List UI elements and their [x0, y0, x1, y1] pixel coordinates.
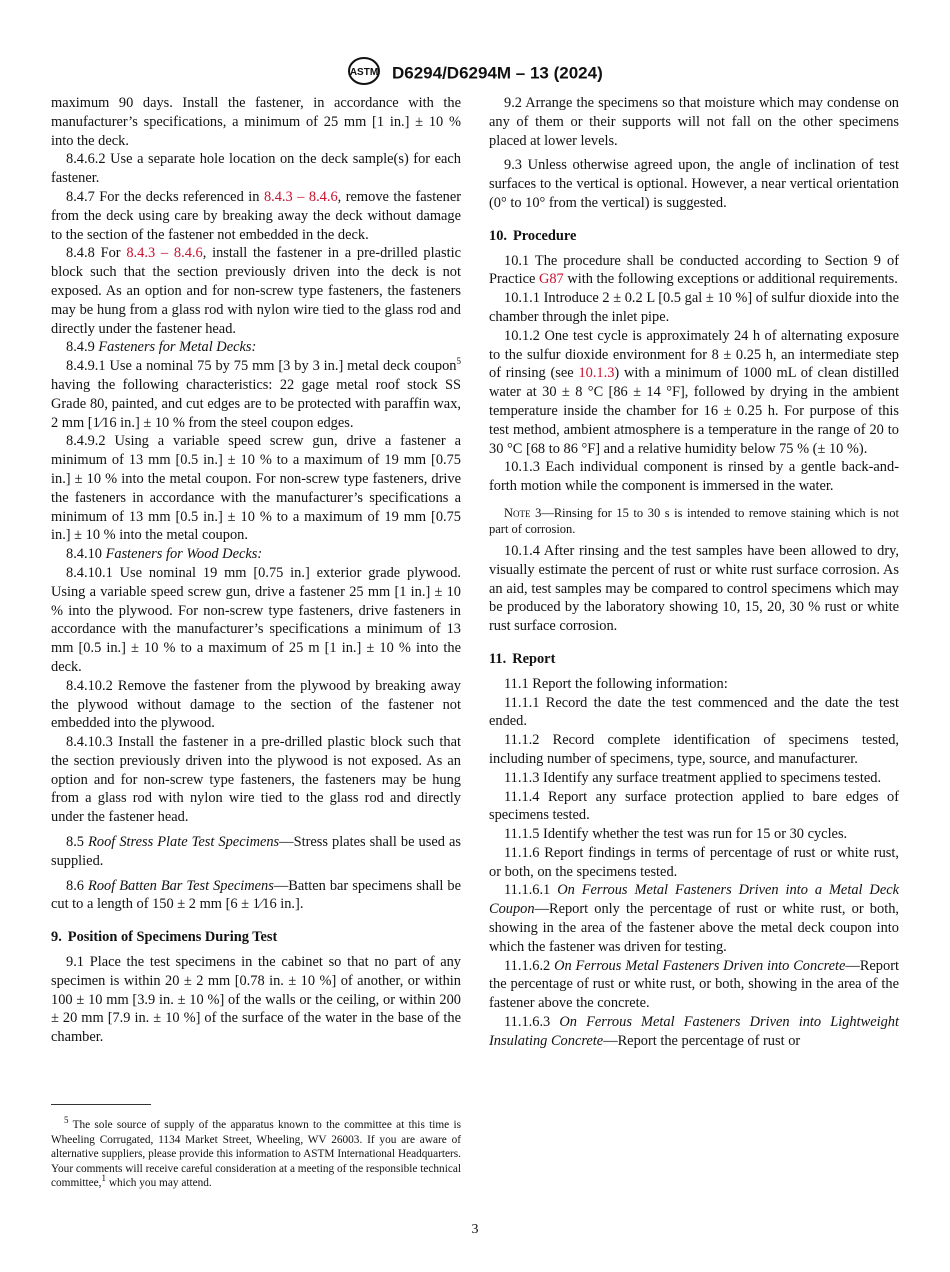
practice-g87-link[interactable]: G87 [538, 271, 564, 288]
paragraph: 8.4.10.1 Use nominal 19 mm [0.75 in.] exterior grade plywood. Using a variable speed screw gun, drive a fastener 25 mm [1 in.] ± 10 % into the plywood. For non-screw type fasteners, drive fasteners in accordance with the manufacturer’s specifications a minimum of 13 mm [0.5 in.] ± 10 % to a maximum of 25 m [1 in.] ± 10 % into the deck. [51, 564, 461, 675]
paragraph: 8.4.10.2 Remove the fastener from the plywood by breaking away the plywood without damage to the section of the fastener not embedded into the plywood. [51, 677, 461, 732]
paragraph: 8.4.6.2 Use a separate hole location on the deck sample(s) for each fastener. [51, 151, 461, 187]
paragraph: 9.3 Unless otherwise agreed upon, the angle of inclination of test surfaces to the vertical is optional. However, a near vertical orientation (0° to 10° from the vertical) is suggested. [489, 157, 899, 211]
paragraph: 9.1 Place the test specimens in the cabinet so that no part of any specimen is within 20 ± 2 mm [0.78 in. ± 10 %] of another, or within 100 ± 10 mm [3.9 in. ± 10 %] of the walls or the ceiling, or within 200 ± 20 mm [7.9 in. ± 10 %] of the surface of the water in the base of the chamber. [51, 954, 461, 1046]
cross-reference-link[interactable]: 8.4.3 – 8.4.6 [263, 188, 338, 205]
paragraph: 10.1 The procedure shall be conducted according to Section 9 of Practice G87 with the following exceptions or additional requirements. [489, 252, 899, 288]
paragraph: 11.1.3 Identify any surface treatment applied to specimens tested. [504, 769, 882, 786]
paragraph: 11.1.1 Record the date the test commenced and the date the test ended. [489, 694, 899, 730]
paragraph: 11.1.4 Report any surface protection applied to bare edges of specimens tested. [489, 788, 899, 824]
standard-designation: D6294/D6294M – 13 (2024) [391, 63, 603, 83]
paragraph: 10.1.3 Each individual component is rinsed by a gentle back-and-forth motion while the component is immersed in the water. [489, 459, 899, 495]
paragraph: 11.1.6 Report findings in terms of percentage of rust or white rust, or both, on the specimens tested. [489, 844, 899, 880]
paragraph: 10.1.1 Introduce 2 ± 0.2 L [0.5 gal ± 10 %] of sulfur dioxide into the chamber through the inlet pipe. [489, 290, 899, 325]
cross-reference-link[interactable]: 8.4.3 – 8.4.6 [126, 245, 203, 262]
paragraph: 11.1.2 Record complete identification of specimens tested, including number of specimens, type, source, and manufacturer. [489, 732, 899, 767]
paragraph: 8.4.7 For the decks referenced in 8.4.3 – 8.4.6, remove the fastener from the deck using care by breaking away the deck without damage to the section of the fastener not embedded in the deck. [51, 188, 461, 243]
paragraph: 11.1.6.3 On Ferrous Metal Fasteners Driven into Lightweight Insulating Concrete—Report the percentage of rust or [489, 1014, 899, 1049]
footnote: $^5$ The sole source of supply of the apparatus known to the committee at this time is Wheeling Corrugated, 1134 Market Street, Wheeling, WV 26003. If you are aware of alternative suppliers, please provide this information to ASTM International Headquarters. Your comments will receive careful consideration at a meeting of the responsible technical committee,$^1$ which you may attend. [51, 1115, 461, 1190]
paragraph: 11.1.5 Identify whether the test was run for 15 or 30 cycles. [504, 826, 848, 843]
section-heading: 10. Procedure [489, 227, 577, 244]
paragraph: 10.1.2 One test cycle is approximately 24 h of alternating exposure to the sulfur dioxide environment for 8 ± 0.25 h, an intermediate step of rinsing (see 10.1.3) with a minimum of 1000 mL of clean distilled water at 30 ± 8 °C [86 ± 14 °F], followed by drying in the ambient temperature inside the chamber for 16 ± 0.25 h. For purpose of this test method, ambient atmosphere is a temperature in the range of 20 to 30 °C [68 to 86 °F] and a relative humidity below 75 % (± 10 %). [489, 327, 899, 457]
svg-text:ASTM: ASTM [350, 67, 379, 78]
left-column [51, 94, 461, 1047]
cross-reference-link[interactable]: 10.1.3 [578, 365, 615, 382]
subsection-title: 8.4.9 Fasteners for Metal Decks: [66, 339, 257, 356]
subsection-title: 8.4.10 Fasteners for Wood Decks: [66, 546, 263, 563]
paragraph: 11.1.6.2 On Ferrous Metal Fasteners Driven into Concrete—Report the percentage of rust or white rust, or both, showing in the area of the fastener above the concrete. [489, 957, 899, 1012]
paragraph: 8.6 Roof Batten Bar Test Specimens—Batten bar specimens shall be cut to a length of 150 ± 2 mm [6 ± 1⁄16 in.]. [51, 877, 461, 913]
astm-logo-icon [347, 56, 381, 91]
page-number: 3 [471, 1222, 479, 1237]
section-heading: 11. Report [489, 650, 556, 667]
page-header [0, 56, 950, 91]
note: Note 3—Rinsing for 15 to 30 s is intended to remove staining which is not part of corrosion. [489, 505, 899, 536]
paragraph: 8.4.8 For 8.4.3 – 8.4.6, install the fastener in a pre-drilled plastic block such that the section previously driven into the deck is not exposed. As an option and for non-screw type fasteners, the fasteners may be hung from a glass rod with nylon wire tied to the glass rod and directly under the fastener head. [51, 245, 461, 337]
paragraph: 9.2 Arrange the specimens so that moisture which may condense on any of them or their supports will not fall on the other specimens placed at lower levels. [489, 95, 899, 149]
paragraph: 8.4.9.2 Using a variable speed screw gun, drive a fastener a minimum of 13 mm [0.5 in.] ± 10 % to a maximum of 19 mm [0.75 in.] ± 10 % into the metal coupon. For non-screw type fasteners, drive the fasteners in accordance with the manufacturer’s specifications a minimum of 13 mm [0.5 in.] ± 10 % to a maximum of 19 mm [0.75 in.] ± 10 % into the metal coupon. [51, 433, 461, 544]
paragraph: 8.4.10.3 Install the fastener in a pre-drilled plastic block such that the section previously driven into the plywood is not exposed. As an option and for non-screw type fasteners, the fasteners may be hung from a glass rod with nylon wire tied to the glass rod and directly under the fastener head. [51, 734, 461, 826]
footnote-divider [51, 1104, 151, 1105]
paragraph: 11.1 Report the following information: [504, 675, 728, 692]
paragraph: 11.1.6.1 On Ferrous Metal Fasteners Driven into a Metal Deck Coupon—Report only the percentage of rust or white rust, or both, showing in the area of the fastener above the metal deck coupon into which the fastener was driven for testing. [489, 882, 899, 955]
right-column [489, 94, 899, 1051]
footnote-marker: 5 [456, 356, 461, 367]
paragraph: 10.1.4 After rinsing and the test samples have been allowed to dry, visually estimate the percent of rust or white rust surface corrosion. As an aid, test samples may be compared to control specimens which may be produced by the laboratory showing 10, 15, 20, 30 % rust or white rust surface corrosion. [489, 542, 899, 635]
paragraph: maximum 90 days. Install the fastener, in accordance with the manufacturer’s specifications, a minimum of 25 mm [1 in.] ± 10 % into the deck. [51, 95, 461, 149]
paragraph: 8.4.9.1 Use a nominal 75 by 75 mm [3 by 3 in.] metal deck coupon$^5$ having the following characteristics: 22 gage metal roof stock SS Grade 80, painted, and cut edges are to be protected with paraffin wax, 2 mm [1⁄16 in.] ± 10 % from the steel coupon edges. [51, 356, 461, 431]
paragraph: 8.5 Roof Stress Plate Test Specimens—Stress plates shall be used as supplied. [51, 834, 461, 869]
section-heading: 9. Position of Specimens During Test [51, 929, 278, 946]
